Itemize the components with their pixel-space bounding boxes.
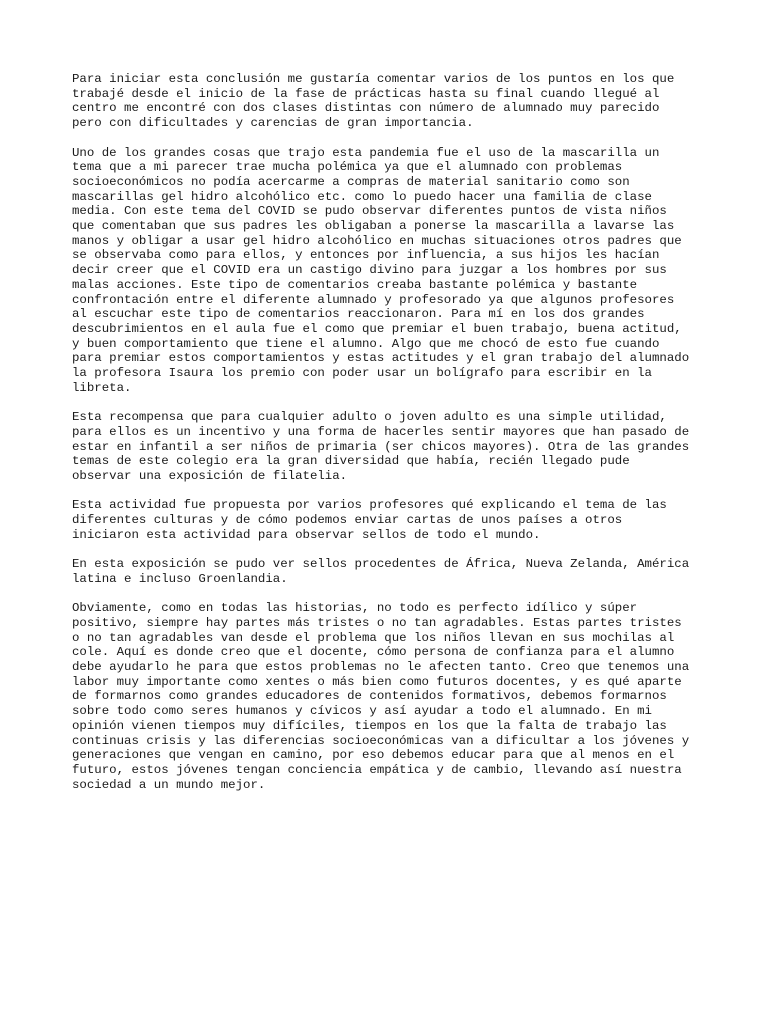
paragraph-3: Esta recompensa que para cualquier adulto o joven adulto es una simple utilidad, para ellos es un incentivo y una forma de hacerles sentir mayores que han pasado de estar en infantil a ser niños de primaria (ser chicos mayores). Otra de las grandes temas de este colegio era la gran diversidad que había, recién llegado pude observar una exposición de filatelia. (72, 410, 690, 483)
paragraph-1: Para iniciar esta conclusión me gustaría comentar varios de los puntos en los que trabajé desde el inicio de la fase de prácticas hasta su final cuando llegué al centro me encontré con dos clases distintas con número de alumnado muy parecido pero con dificultades y carencias de gran importancia. (72, 72, 675, 131)
paragraph-5: En esta exposición se pudo ver sellos procedentes de África, Nueva Zelanda, América latina e incluso Groenlandia. (72, 557, 690, 586)
paragraph-6: Obviamente, como en todas las historias, no todo es perfecto idílico y súper positivo, siempre hay partes más tristes o no tan agradables. Estas partes tristes o no tan agradables van desde el problema que los niños llevan en sus mochilas al cole. Aquí es donde creo que el docente, cómo persona de confianza para el alumno debe ayudarlo he para que estos problemas no le afecten tanto. Creo que tenemos una labor muy importante como xentes o más bien como futuros docentes, y es qué aparte de formarnos como grandes educadores de contenidos formativos, debemos formarnos sobre todo como seres humanos y cívicos y así ayudar a todo el alumnado. En mi opinión vienen tiempos muy difíciles, tiempos en los que la falta de trabajo las continuas crisis y las diferencias socioeconómicas van a dificultar a los jóvenes y generaciones que vengan en camino, por eso debemos educar para que al menos en el futuro, estos jóvenes tengan conciencia empática y de cambio, llevando así nuestra sociedad a un mundo mejor. (72, 601, 690, 792)
paragraph-4: Esta actividad fue propuesta por varios profesores qué explicando el tema de las diferentes culturas y de cómo podemos enviar cartas de unos países a otros iniciaron esta actividad para observar sellos de todo el mundo. (72, 498, 667, 542)
paragraph-2: Uno de los grandes cosas que trajo esta pandemia fue el uso de la mascarilla un tema que a mi parecer trae mucha polémica ya que el alumnado con problemas socioeconómicos no podía acercarme a compras de material sanitario como son mascarillas gel hidro alcohólico etc. como lo puedo hacer una familia de clase media. Con este tema del COVID se pudo observar diferentes puntos de vista niños que comentaban que sus padres les obligaban a ponerse la mascarilla a lavarse las manos y obligar a usar gel hidro alcohólico en muchas situaciones otros padres que se observaba como para ellos, y entonces por influencia, a sus hijos les hacían decir creer que el COVID era un castigo divino para juzgar a los hombres por sus malas acciones. Este tipo de comentarios creaba bastante polémica y bastante confrontación entre el diferente alumnado y profesorado ya que algunos profesores al escuchar este tipo de comentarios reaccionaron. Para mí en los dos grandes descubrimientos en el aula fue el como que premiar el buen trabajo, buena actitud, y buen comportamiento que tiene el alumno. Algo que me chocó de esto fue cuando para premiar estos comportamientos y estas actitudes y el gran trabajo del alumnado la profesora Isaura los premio con poder usar un bolígrafo para escribir en la libreta. (72, 145, 690, 395)
document-body (72, 72, 702, 807)
